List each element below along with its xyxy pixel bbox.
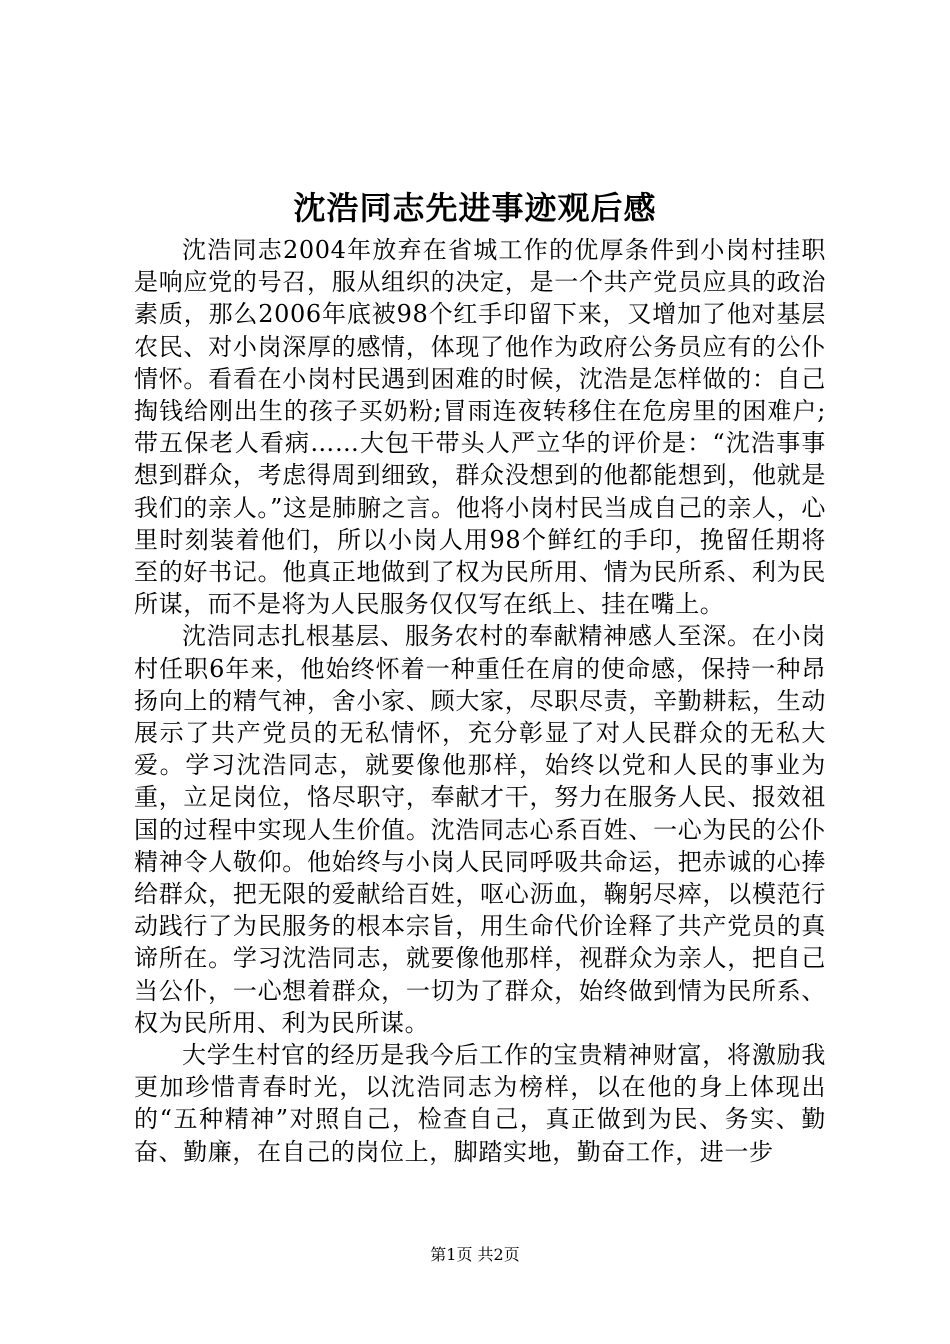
paragraph-1: 沈浩同志2004年放弃在省城工作的优厚条件到小岗村挂职是响应党的号召，服从组织的决定，是一个共产党员应具的政治素质，那么2006年底被98个红手印留下来，又增加了他对基层农民、对小岗深厚的感情，体现了他作为政府公务员应有的公仆情怀。看看在小岗村民遇到困难的时候，沈浩是怎样做的：自己掏钱给刚出生的孩子买奶粉;冒雨连夜转移住在危房里的困难户;带五保老人看病……大包干带头人严立华的评价是：“沈浩事事想到群众，考虑得周到细致，群众没想到的他都能想到，他就是我们的亲人。”这是肺腑之言。他将小岗村民当成自己的亲人，心里时刻装着他们，所以小岗人用98个鲜红的手印，挽留任期将至的好书记。他真正地做到了权为民所用、情为民所系、利为民所谋，而不是将为人民服务仅仅写在纸上、挂在嘴上。: [134, 236, 826, 619]
page-footer: 第1页 共2页: [430, 1245, 520, 1264]
document-body: [134, 234, 826, 1168]
paragraph-3: 大学生村官的经历是我今后工作的宝贵精神财富，将激励我更加珍惜青春时光，以沈浩同志为榜样，以在他的身上体现出的“五种精神”对照自己，检查自己，真正做到为民、务实、勤奋、勤廉，在自己的岗位上，脚踏实地，勤奋工作，进一步: [134, 1041, 826, 1166]
paragraph-2: 沈浩同志扎根基层、服务农村的奉献精神感人至深。在小岗村任职6年来，他始终怀着一种重任在肩的使命感，保持一种昂扬向上的精气神，舍小家、顾大家，尽职尽责，辛勤耕耘，生动展示了共产党员的无私情怀，充分彰显了对人民群众的无私大爱。学习沈浩同志，就要像他那样，始终以党和人民的事业为重，立足岗位，恪尽职守，奉献才干，努力在服务人民、报效祖国的过程中实现人生价值。沈浩同志心系百姓、一心为民的公仆精神令人敬仰。他始终与小岗人民同呼吸共命运，把赤诚的心捧给群众，把无限的爱献给百姓，呕心沥血，鞠躬尽瘁，以模范行动践行了为民服务的根本宗旨，用生命代价诠释了共产党员的真谛所在。学习沈浩同志，就要像他那样，视群众为亲人，把自己当公仆，一心想着群众，一切为了群众，始终做到情为民所系、权为民所用、利为民所谋。: [134, 622, 826, 1037]
document-title: 沈浩同志先进事迹观后感: [293, 189, 657, 227]
